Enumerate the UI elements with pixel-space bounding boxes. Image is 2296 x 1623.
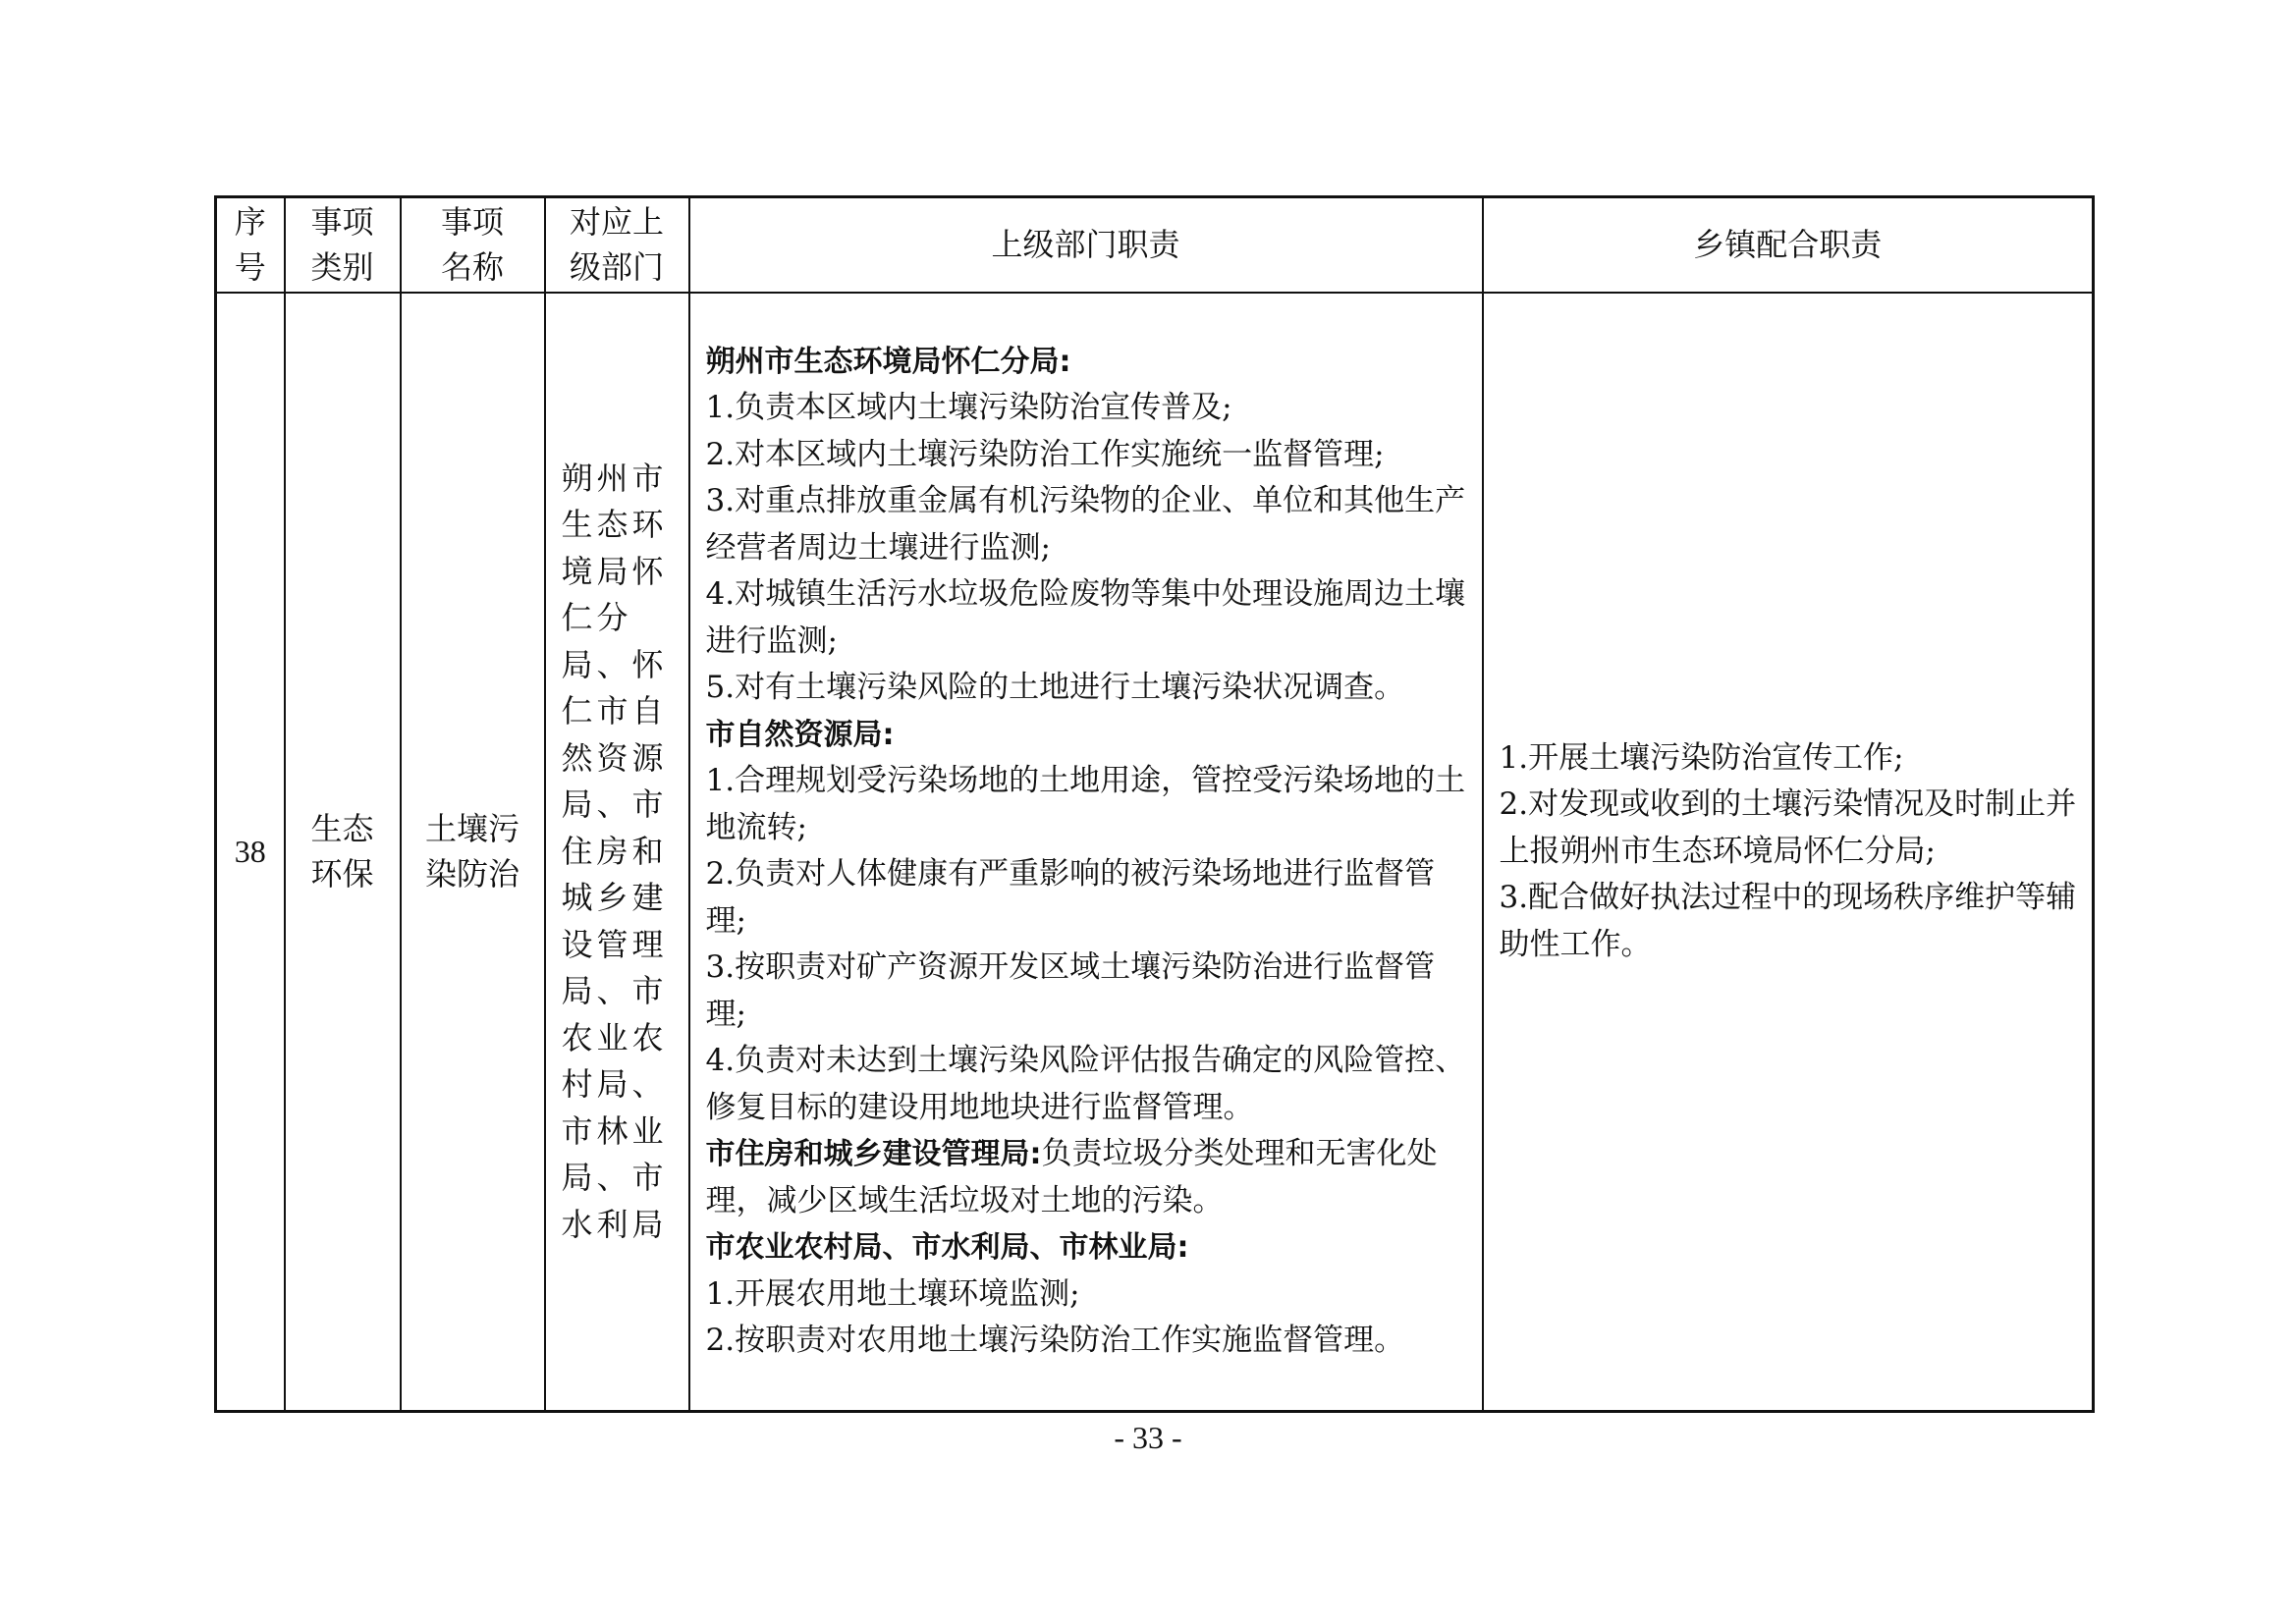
duty-item: 4.负责对未达到土壤污染风险评估报告确定的风险管控、修复目标的建设用地地块进行监督管理。: [705, 1043, 1466, 1125]
duty-item: 1.开展农用地土壤环境监测;: [705, 1275, 1080, 1312]
duty-item: 3.按职责对矿产资源开发区域土壤污染防治进行监督管理;: [705, 949, 1436, 1032]
header-item: 事项名称: [401, 197, 545, 293]
cell-dept: 朔州市生态环境局怀仁分局、怀仁市自然资源局、市住房和城乡建设管理局、市农业农村局、市林业局、市水利局: [545, 293, 689, 1412]
duty-item: 3.对重点排放重金属有机污染物的企业、单位和其他生产经营者周边土壤进行监测;: [705, 483, 1466, 566]
town-duty-item: 3.配合做好执法过程中的现场秩序维护等辅助性工作。: [1499, 880, 2077, 962]
duty-item: 1.合理规划受污染场地的土地用途，管控受污染场地的土地流转;: [705, 763, 1466, 845]
header-category: 事项类别: [285, 197, 401, 293]
duty-paragraph: [706, 1131, 1470, 1224]
cell-upper-duty: [689, 293, 1483, 1412]
header-upper-duty: 上级部门职责: [689, 197, 1483, 293]
org-heading: 市农业农村局、市水利局、市林业局:: [705, 1230, 1189, 1265]
town-duty-item: 2.对发现或收到的土壤污染情况及时制止并上报朔州市生态环境局怀仁分局;: [1499, 786, 2077, 869]
duty-text: 负责垃圾分类处理和无害化处理，减少区域生活垃圾对土地的污染。: [705, 1136, 1438, 1218]
header-row: [216, 197, 2094, 293]
org-heading: 朔州市生态环境局怀仁分局:: [705, 344, 1071, 379]
duty-item: 2.按职责对农用地土壤污染防治工作实施监督管理。: [705, 1323, 1405, 1358]
header-town-duty: 乡镇配合职责: [1483, 197, 2094, 293]
page-number: - 33 -: [1114, 1420, 1182, 1455]
duty-item: 2.负责对人体健康有严重影响的被污染场地进行监督管理;: [705, 856, 1436, 939]
cell-item: 土壤污染防治: [401, 293, 545, 1412]
org-heading: 市自然资源局:: [705, 717, 895, 752]
header-dept: 对应上级部门: [545, 197, 689, 293]
org-heading: 市住房和城乡建设管理局:: [705, 1137, 1042, 1171]
cell-category: 生态环保: [285, 293, 401, 1412]
duty-item: 5.对有土壤污染风险的土地进行土壤污染状况调查。: [705, 670, 1405, 705]
duty-table: [214, 195, 2095, 1413]
duty-item: 1.负责本区域内土壤污染防治宣传普及;: [705, 390, 1232, 425]
duty-item: 2.对本区域内土壤污染防治工作实施统一监督管理;: [705, 436, 1385, 472]
cell-town-duty: [1483, 293, 2094, 1412]
cell-seq: 38: [216, 293, 285, 1412]
duty-item: 4.对城镇生活污水垃圾危险废物等集中处理设施周边土壤进行监测;: [705, 576, 1466, 659]
town-duty-item: 1.开展土壤污染防治宣传工作;: [1499, 739, 1904, 776]
table-row: [216, 293, 2094, 1412]
header-seq: 序号: [216, 197, 285, 293]
